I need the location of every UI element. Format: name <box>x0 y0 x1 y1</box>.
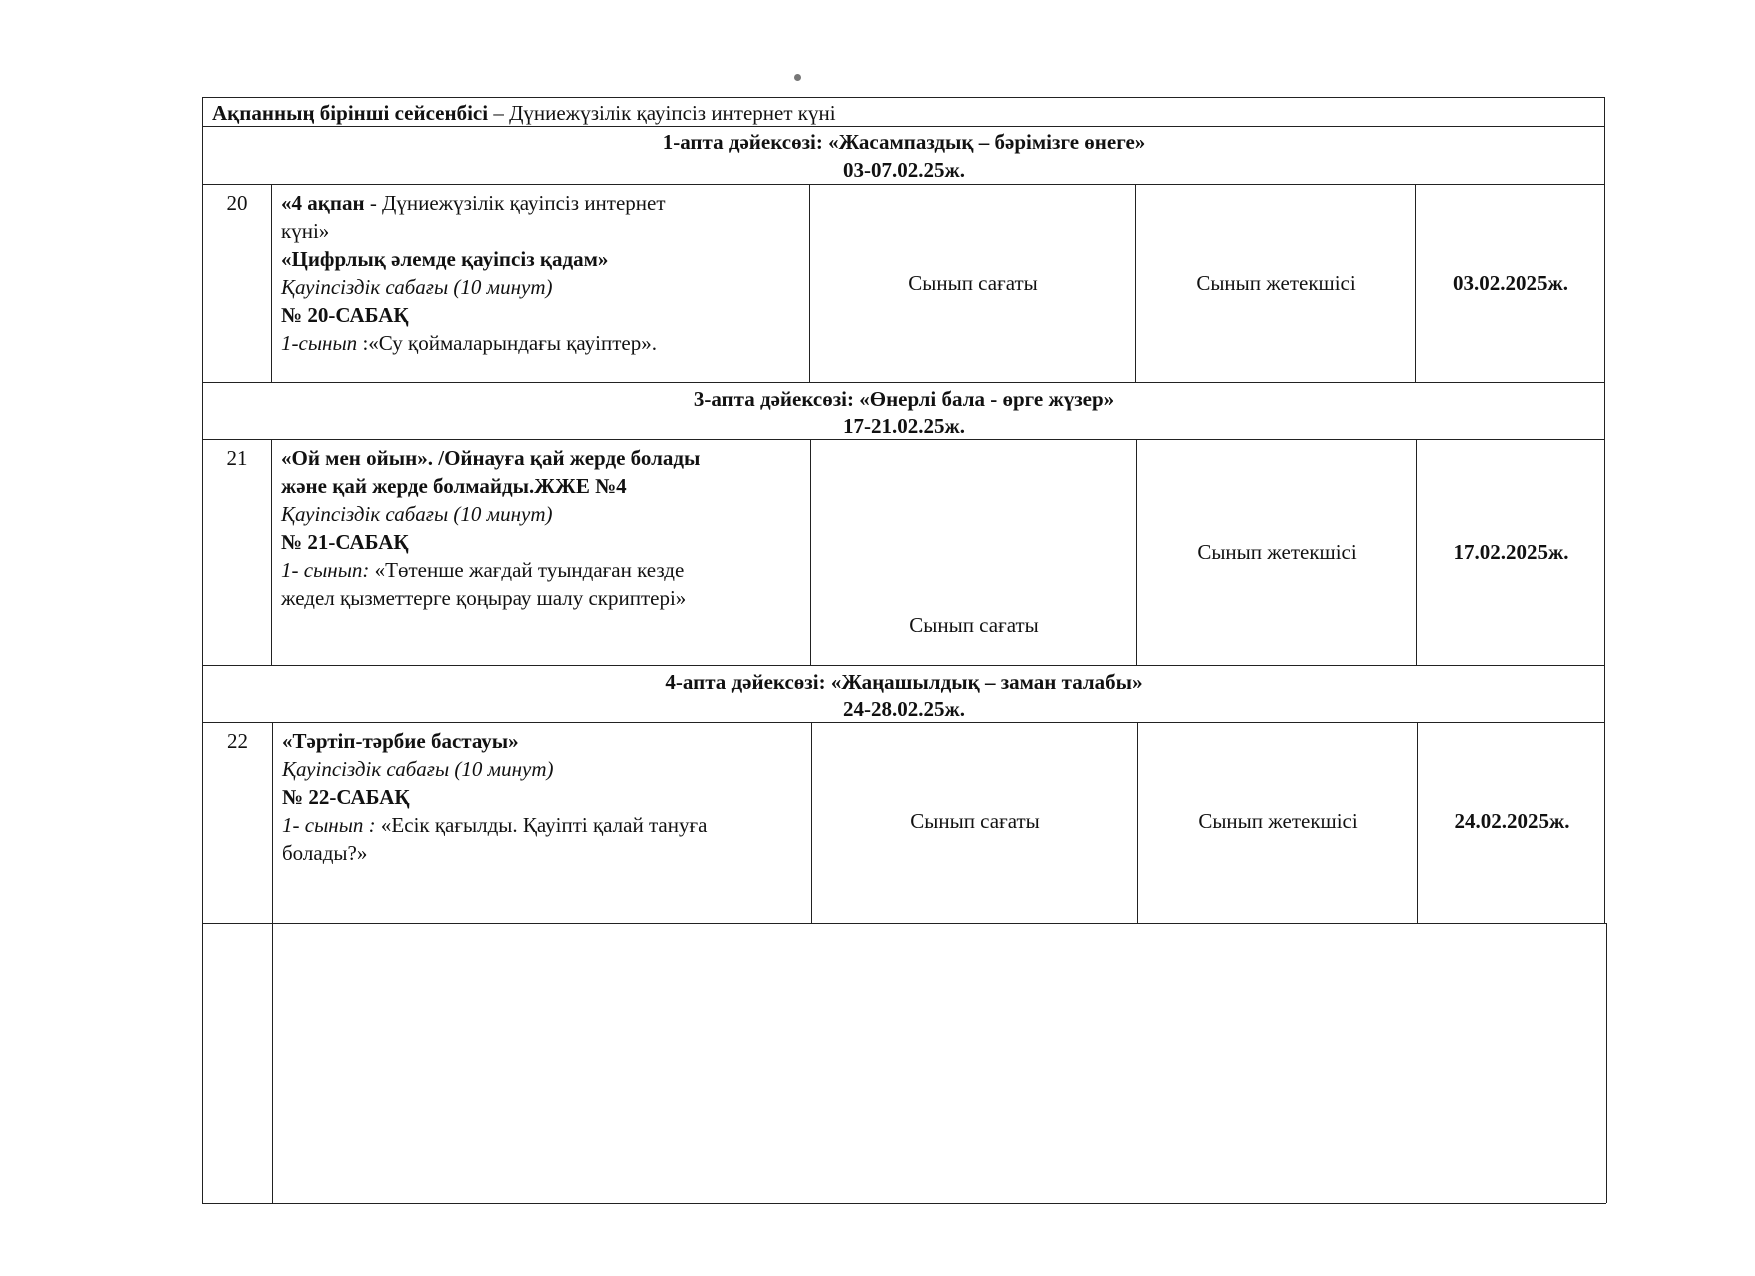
column-divider <box>811 722 812 923</box>
topic-line <box>281 189 806 217</box>
row-number: 21 <box>226 446 248 470</box>
event-date: 03.02.2025ж. <box>1453 271 1568 295</box>
lesson-number: № 20-САБАҚ <box>281 303 409 327</box>
column-divider <box>1415 184 1416 382</box>
column-divider <box>1135 184 1136 382</box>
column-divider <box>1416 439 1417 665</box>
table-title-rest: – Дүниежүзілік қауіпсіз интернет күні <box>488 101 836 125</box>
event-form: Сынып сағаты <box>909 613 1039 637</box>
lesson-number: № 21-САБАҚ <box>281 530 409 554</box>
column-divider <box>810 439 811 665</box>
class-text: :«Су қоймаларындағы қауіптер». <box>362 331 658 355</box>
week-motto: 3-апта дәйексөзі: «Өнерлі бала - өрге жүзер» <box>693 387 1115 411</box>
week-dates: 24-28.02.25ж. <box>843 697 965 721</box>
topic-cell <box>282 727 808 867</box>
topic-rest-part: - Дүниежүзілік қауіпсіз интернет <box>364 191 666 215</box>
column-divider <box>271 439 272 665</box>
responsible: Сынып жетекшісі <box>1198 809 1358 833</box>
week-motto: 1-апта дәйексөзі: «Жасампаздық – бәрімізге өнеге» <box>662 130 1146 154</box>
row-number: 20 <box>226 191 248 215</box>
topic-line: «Ой мен ойын». /Ойнауға қай жерде болады <box>281 446 701 470</box>
event-form: Сынып сағаты <box>908 271 1038 295</box>
table-title <box>212 99 836 127</box>
class-topic-continued: жедел қызметтерге қоңырау шалу скриптері» <box>281 586 687 610</box>
safety-lesson: Қауіпсіздік сабағы (10 минут) <box>281 502 553 526</box>
table-rule <box>202 382 1604 383</box>
topic-title: «Цифрлық әлемде қауіпсіз қадам» <box>281 247 609 271</box>
column-divider <box>272 722 273 923</box>
class-label: 1- сынып: <box>281 558 375 582</box>
table-border-right <box>1606 923 1607 1203</box>
row-number: 22 <box>227 729 248 753</box>
topic-line: және қай жерде болмайды.ЖЖЕ №4 <box>281 474 627 498</box>
table-border-top <box>202 97 1604 98</box>
class-topic <box>281 556 807 584</box>
column-divider <box>272 923 273 1203</box>
column-divider <box>1136 439 1137 665</box>
topic-bold-part: «4 ақпан <box>281 191 365 215</box>
event-date: 24.02.2025ж. <box>1454 809 1570 833</box>
safety-lesson: Қауіпсіздік сабағы (10 минут) <box>282 757 554 781</box>
class-label: 1- сынып : <box>282 813 381 837</box>
week-motto: 4-апта дәйексөзі: «Жаңашылдық – заман талабы» <box>665 670 1143 694</box>
topic-cell <box>281 444 807 612</box>
class-text: «Есік қағылды. Қауіпті қалай тануға <box>380 813 708 837</box>
week-dates: 03-07.02.25ж. <box>843 158 965 182</box>
column-divider <box>809 184 810 382</box>
column-divider <box>1137 722 1138 923</box>
class-topic <box>281 329 806 357</box>
column-divider <box>1417 722 1418 923</box>
week-dates: 17-21.02.25ж. <box>843 414 965 438</box>
event-date: 17.02.2025ж. <box>1453 540 1569 564</box>
topic-title: «Тәртіп-тәрбие бастауы» <box>282 729 519 753</box>
class-topic-continued: болады?» <box>282 841 368 865</box>
safety-lesson: Қауіпсіздік сабағы (10 минут) <box>281 275 553 299</box>
topic-cell <box>281 189 806 357</box>
topic-line: күні» <box>281 219 330 243</box>
event-form: Сынып сағаты <box>910 809 1040 833</box>
responsible: Сынып жетекшісі <box>1196 271 1356 295</box>
class-text: «Төтенше жағдай туындаған кезде <box>374 558 685 582</box>
table-title-bold: Ақпанның бірінші сейсенбісі <box>212 101 489 125</box>
scan-mark <box>794 74 801 81</box>
lesson-number: № 22-САБАҚ <box>282 785 410 809</box>
class-label: 1-сынып <box>281 331 363 355</box>
table-rule <box>202 923 1606 924</box>
class-topic <box>282 811 808 839</box>
table-rule <box>202 665 1604 666</box>
responsible: Сынып жетекшісі <box>1197 540 1357 564</box>
table-border-bottom <box>202 1203 1606 1204</box>
table-border-left <box>202 97 203 1203</box>
column-divider <box>271 184 272 382</box>
